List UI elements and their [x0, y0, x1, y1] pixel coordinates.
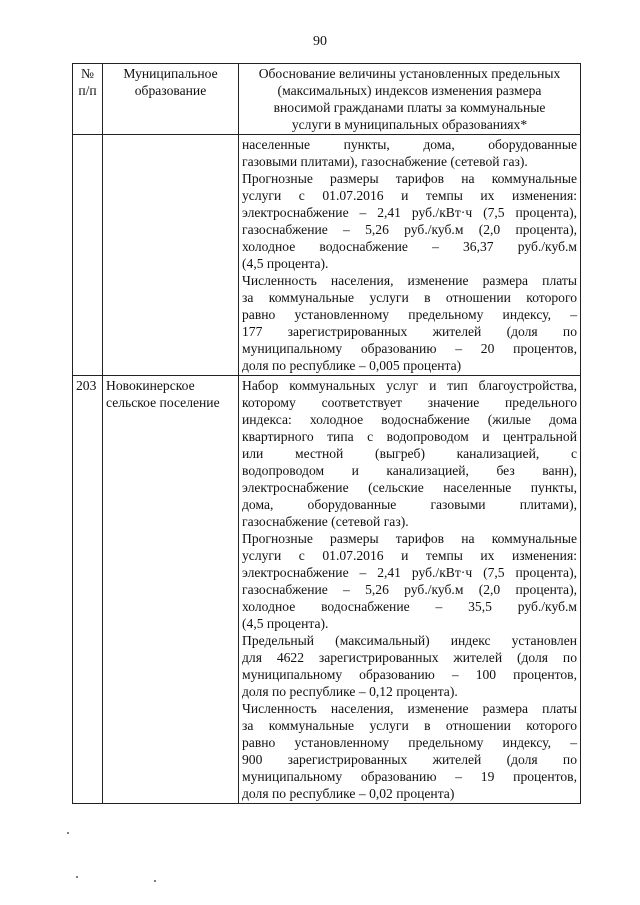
justification-line: электроснабжение (сельские населенные пункты, [242, 480, 577, 495]
justification-line: дома, оборудованные газовыми плитами), [242, 497, 577, 512]
justification-line: газовыми плитами), газоснабжение (сетевой газ). [242, 154, 528, 169]
header-justification-line: Обоснование величины установленных предельных [258, 66, 561, 81]
justification-line: за коммунальные услуги в отношении которого [242, 290, 577, 305]
justification-line: Предельный (максимальный) индекс установлен [242, 633, 577, 648]
table-body [73, 135, 581, 804]
justification-line: холодное водоснабжение – 36,37 руб./куб.м [242, 239, 577, 254]
justification-line: (4,5 процента). [242, 256, 329, 271]
header-municipality-line: Муниципальное [123, 66, 218, 81]
justification-line: Численность населения, изменение размера платы [242, 273, 577, 288]
justification-line: услуги с 01.07.2016 и темпы их изменения: [242, 548, 577, 563]
justification-line: 177 зарегистрированных жителей (доля по [242, 324, 577, 339]
table-header-row [73, 64, 581, 135]
row-number: 203 [73, 376, 103, 804]
justification-line: доля по республике – 0,005 процента) [242, 358, 462, 373]
justification-line: индекса: холодное водоснабжение (жилые дома [242, 412, 577, 427]
justification-line: которому соответствует значение предельного [242, 395, 577, 410]
justification-cell [239, 135, 581, 376]
header-num [73, 64, 103, 135]
justification-line: доля по республике – 0,02 процента) [242, 786, 455, 801]
header-num-line: № [81, 66, 94, 81]
justification-line: газоснабжение – 5,26 руб./куб.м (2,0 процента), [242, 582, 577, 597]
justification-line: для 4622 зарегистрированных жителей (доля по [242, 650, 577, 665]
header-municipality [103, 64, 239, 135]
justification-line: квартирного типа с водопроводом и центральной [242, 429, 577, 444]
row-number [73, 135, 103, 376]
justification-line: равно установленному предельному индексу, – [242, 735, 577, 750]
scan-speck [154, 880, 156, 882]
justification-line: муниципальному образованию – 100 процентов, [242, 667, 577, 682]
justification-line: доля по республике – 0,12 процента). [242, 684, 458, 699]
justification-line: холодное водоснабжение – 35,5 руб./куб.м [242, 599, 577, 614]
table-row [73, 376, 581, 804]
justification-line: водопроводом и канализацией, без ванн), [242, 463, 577, 478]
municipality-cell [103, 376, 239, 804]
municipality-name-line: сельское поселение [106, 395, 220, 410]
header-justification-line: услуги в муниципальных образованиях* [291, 117, 528, 132]
scan-speck [76, 876, 78, 878]
justification-line: 900 зарегистрированных жителей (доля по [242, 752, 577, 767]
justification-cell [239, 376, 581, 804]
justification-line: электроснабжение – 2,41 руб./кВт·ч (7,5 процента), [242, 565, 577, 580]
table-row [73, 135, 581, 376]
scan-speck [67, 832, 69, 834]
justification-line: муниципальному образованию – 19 процентов, [242, 769, 577, 784]
justification-line: газоснабжение (сетевой газ). [242, 514, 409, 529]
municipality-name-line: Новокинерское [106, 378, 195, 393]
municipality-cell [103, 135, 239, 376]
page-number: 90 [313, 34, 327, 49]
justification-line: газоснабжение – 5,26 руб./куб.м (2,0 процента), [242, 222, 577, 237]
header-municipality-line: образование [134, 83, 207, 98]
justification-line: Численность населения, изменение размера платы [242, 701, 577, 716]
header-justification-line: (максимальных) индексов изменения размера [277, 83, 542, 98]
justification-line: (4,5 процента). [242, 616, 329, 631]
header-justification [239, 64, 581, 135]
justification-line: или местной (выгреб) канализацией, с [242, 446, 577, 461]
justification-line: населенные пункты, дома, оборудованные [242, 137, 577, 152]
justification-line: муниципальному образованию – 20 процентов, [242, 341, 577, 356]
header-num-line: п/п [78, 83, 97, 98]
justification-line: электроснабжение – 2,41 руб./кВт·ч (7,5 процента), [242, 205, 577, 220]
header-justification-line: вносимой гражданами платы за коммунальные [273, 100, 546, 115]
justification-line: за коммунальные услуги в отношении которого [242, 718, 577, 733]
justification-line: Прогнозные размеры тарифов на коммунальные [242, 531, 577, 546]
justification-line: Прогнозные размеры тарифов на коммунальные [242, 171, 577, 186]
justification-line: равно установленному предельному индексу, – [242, 307, 577, 322]
justification-line: услуги с 01.07.2016 и темпы их изменения: [242, 188, 577, 203]
tariff-table [72, 63, 581, 804]
justification-line: Набор коммунальных услуг и тип благоустройства, [242, 378, 577, 393]
